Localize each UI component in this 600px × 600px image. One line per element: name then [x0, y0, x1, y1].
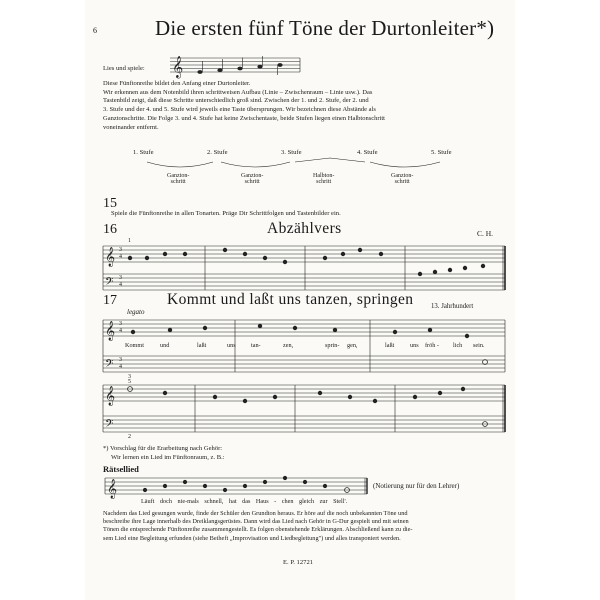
- lyric-syllable: Kommt: [125, 342, 144, 349]
- page-number: 6: [93, 26, 97, 35]
- time-bottom: 4: [119, 364, 122, 370]
- step-label: Ganzton- schritt: [391, 173, 414, 185]
- s16-title: Abzählvers: [267, 220, 342, 237]
- lyric-syllable: gen,: [347, 342, 358, 349]
- lyric-syllable: sprin-: [325, 342, 340, 349]
- intro-paragraph: [103, 80, 513, 132]
- intro-line: voneinander entfernt.: [103, 123, 159, 131]
- lyric-syllable: zen,: [283, 342, 294, 349]
- intro-line: Tastenbild zeigt, daß diese Schritte unterschiedlich groß sind. Zwischen der 1. und 2. Stufe, der 2. und: [103, 97, 369, 105]
- time-top: 3: [119, 357, 122, 363]
- intro-line: Diese Fünftonreihe bildet den Anfang einer Durtonleiter.: [103, 80, 251, 87]
- s16-author: C. H.: [477, 229, 494, 238]
- section-number-17: 17: [103, 293, 117, 308]
- s17-title: Kommt und laßt uns tanzen, springen: [167, 291, 414, 308]
- lyric-syllable: tan-: [251, 342, 261, 349]
- bass-clef-icon: 𝄢: [105, 275, 114, 290]
- intro-line: Wir erkennen aus dem Notenbild ihren schrittweisen Aufbau (Linie – Zwischenraum – Linie usw.). Das: [103, 88, 373, 96]
- time-bottom: 4: [119, 254, 122, 260]
- s17-century: 13. Jahrhundert: [431, 303, 474, 310]
- section-number-16: 16: [103, 222, 117, 237]
- treble-clef-icon: 𝄞: [105, 247, 116, 266]
- s17-notes-2: [128, 387, 488, 427]
- section-number-15: 15: [103, 196, 117, 211]
- closing-line: Nachdem das Lied gesungen wurde, finde der Schüler den Grundton heraus. Er höre auf die noch unbekannten Töne und: [103, 510, 408, 517]
- raetsel-title: Rätsellied: [103, 464, 139, 474]
- stufe-label: 1. Stufe: [133, 149, 154, 156]
- score-page: [85, 0, 515, 600]
- bass-clef-icon: 𝄢: [105, 417, 114, 432]
- page-title: Die ersten fünf Töne der Durtonleiter*): [155, 16, 495, 40]
- treble-clef-icon: 𝄞: [107, 479, 118, 498]
- closing-line: beschreibe ihre Lage innerhalb des Dreiklangsgerüstes. Dann wird das Lied nach Gehör in G-Dur gespielt und mit seinen: [103, 518, 409, 526]
- fingering: 5: [128, 379, 131, 385]
- stufe-label: 4. Stufe: [357, 149, 378, 156]
- lyric-syllable: laßt: [385, 342, 395, 349]
- intro-line: 3. Stufe und der 4. und 5. Stufe wird jeweils eine Taste übersprungen. Wir bezeichnen diese Abstände als: [103, 106, 376, 114]
- s16-staff: [103, 246, 505, 290]
- lyric-syllable: laßt: [197, 342, 207, 349]
- stufe-label: 5. Stufe: [431, 149, 452, 156]
- stufe-label: 3. Stufe: [281, 149, 302, 156]
- closing-line: sem Lied eine Begleitung erfunden (siehe Beiheft „Improvisation und Liedbegleitung") und alles transponiert werden.: [103, 534, 401, 542]
- lies-label: Lies und spiele:: [103, 65, 145, 72]
- step-label: Ganzton- schritt: [167, 173, 190, 185]
- footnote-line-2: Wir lernen ein Lied im Fünftonraum, z. B.:: [111, 454, 225, 461]
- intro-line: Ganztonschritte. Die Folge 3. und 4. Stufe hat keine Zwischentaste, beide Stufen liegen einen Halbtonschritt: [103, 114, 385, 122]
- raetsel-note: (Notierung nur für den Lehrer): [373, 482, 460, 490]
- closing-line: Tönen die entsprechende Fünftonreihe zusammengestellt. Es folgen obenstehende Erklärungen. Abschließend kann zu die-: [103, 526, 413, 534]
- lyric-syllable: lich: [453, 342, 463, 349]
- lyric-syllable: sein.: [473, 342, 485, 349]
- plate-number: E. P. 12721: [283, 559, 314, 566]
- fingering: 1: [128, 238, 131, 244]
- treble-clef-icon: 𝄞: [105, 386, 116, 405]
- time-bottom: 4: [119, 328, 122, 334]
- step-brackets: [147, 158, 440, 167]
- treble-clef-icon: 𝄞: [105, 321, 116, 340]
- time-bottom: 4: [119, 282, 122, 288]
- lyric-syllable: und: [160, 342, 170, 349]
- time-top: 3: [119, 247, 122, 253]
- time-top: 3: [119, 275, 122, 281]
- time-top: 3: [119, 321, 122, 327]
- stufe-label: 2. Stufe: [207, 149, 228, 156]
- lyric-syllable: uns: [227, 342, 236, 349]
- lyric-syllable: fröh -: [425, 342, 439, 349]
- bass-clef-icon: 𝄢: [105, 357, 114, 372]
- lyric-syllable: uns: [410, 342, 419, 349]
- raetsel-lyrics: Läuft doch nie-mals schnell, hat das Haus - chen gleich zur Stell'.: [141, 498, 348, 505]
- closing-paragraph: [103, 510, 513, 543]
- step-label: Halbton- schritt: [313, 173, 335, 185]
- fingering: 2: [128, 434, 131, 440]
- s15-instruction: Spiele die Fünftonreihe in allen Tonarten. Präge Dir Schrittfolgen und Tastenbilder ein.: [111, 210, 341, 217]
- footnote-line-1: *) Vorschlag für die Erarbeitung nach Gehör:: [103, 445, 223, 452]
- fingering: 3: [128, 374, 131, 380]
- treble-clef-icon: 𝄞: [172, 57, 184, 78]
- step-label: Ganzton- schritt: [241, 173, 264, 185]
- tempo-marking: legato: [127, 308, 145, 316]
